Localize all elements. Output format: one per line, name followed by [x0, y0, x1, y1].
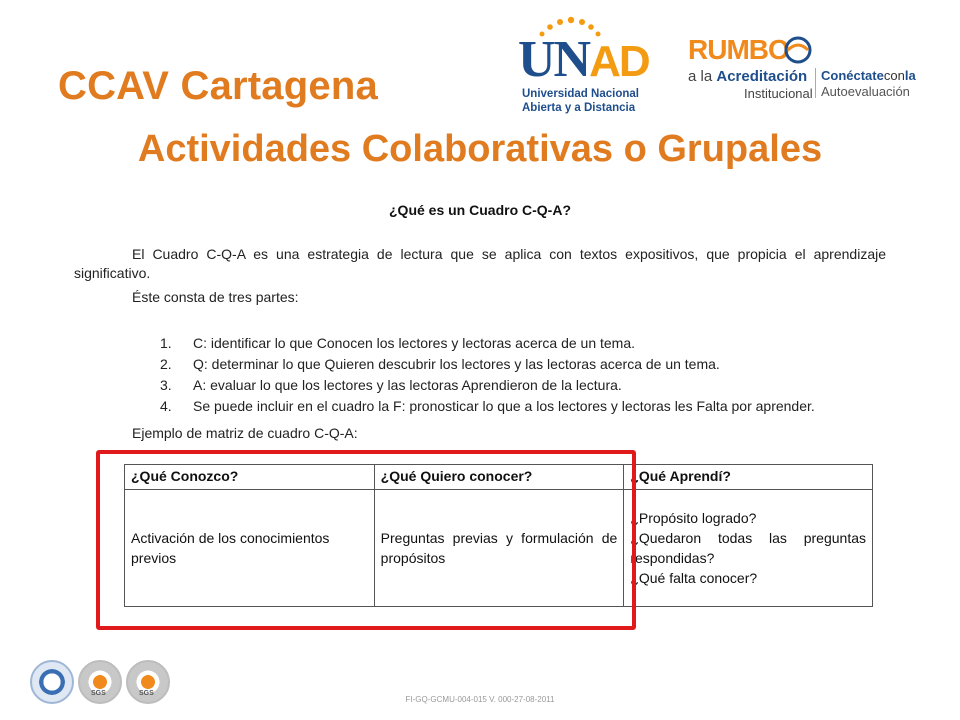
document-heading: ¿Qué es un Cuadro C-Q-A?	[389, 202, 571, 218]
rumbo-swirl-icon	[784, 36, 812, 64]
aprendi-line: ¿Propósito logrado?	[630, 510, 757, 526]
sgs-label: SGS	[91, 690, 106, 697]
rumbo-line2: Institucional	[744, 86, 813, 101]
aprendi-line: ¿Qué falta conocer?	[630, 570, 758, 586]
rumbo-tagline-line2: Autoevaluación	[821, 84, 910, 99]
list-item: 4. Se puede incluir en el cuadro la F: pronosticar lo que a los lectores y lectoras les Falta por aprender.	[160, 398, 815, 414]
rumbo-logo	[688, 34, 928, 104]
unad-line1: Universidad Nacional	[522, 88, 639, 100]
list-item: 3. A: evaluar lo que los lectores y las lectoras Aprendieron de la lectura.	[160, 377, 622, 393]
parts-paragraph: Éste consta de tres partes:	[132, 289, 299, 305]
list-item: 2. Q: determinar lo que Quieren descubrir los lectores y las lectoras acerca de un tema.	[160, 356, 720, 372]
aprendi-line: ¿Quedaron todas las preguntas respondidas?	[630, 530, 866, 566]
header-que-conozco: ¿Qué Conozco?	[125, 465, 375, 490]
rumbo-wordmark: RUMBO	[688, 34, 789, 65]
intro-paragraph: El Cuadro C-Q-A es una estrategia de lectura que se aplica con textos expositivos, que propicia el aprendizaje significativo.	[74, 246, 886, 281]
unad-line2: Abierta y a Distancia	[522, 102, 636, 114]
unad-wordmark: UNAD	[518, 31, 649, 88]
rumbo-tagline: Conéctateconla	[821, 68, 916, 83]
campus-title: CCAV Cartagena	[58, 64, 378, 108]
cell-quiero-conocer: Preguntas previas y formulación de propósitos	[374, 490, 624, 607]
slide-title: Actividades Colaborativas o Grupales	[137, 128, 823, 170]
sgs-label: SGS	[139, 690, 154, 697]
rumbo-divider	[815, 68, 816, 98]
unad-logo	[516, 16, 649, 114]
header-que-quiero-conocer: ¿Qué Quiero conocer?	[374, 465, 624, 490]
header-que-aprendi: ¿Qué Aprendí?	[624, 465, 873, 490]
cell-aprendi	[624, 490, 873, 607]
cell-conozco: Activación de los conocimientos previos	[125, 490, 375, 607]
list-item: 1. C: identificar lo que Conocen los lectores y lectoras acerca de un tema.	[160, 335, 636, 351]
steps-list	[160, 333, 815, 417]
document-code: FI-GQ-GCMU-004-015 V. 000-27-08-2011	[405, 695, 555, 704]
example-label: Ejemplo de matriz de cuadro C-Q-A:	[132, 425, 358, 441]
highlight-box	[96, 450, 636, 630]
rumbo-line1: a la Acreditación	[688, 68, 808, 85]
